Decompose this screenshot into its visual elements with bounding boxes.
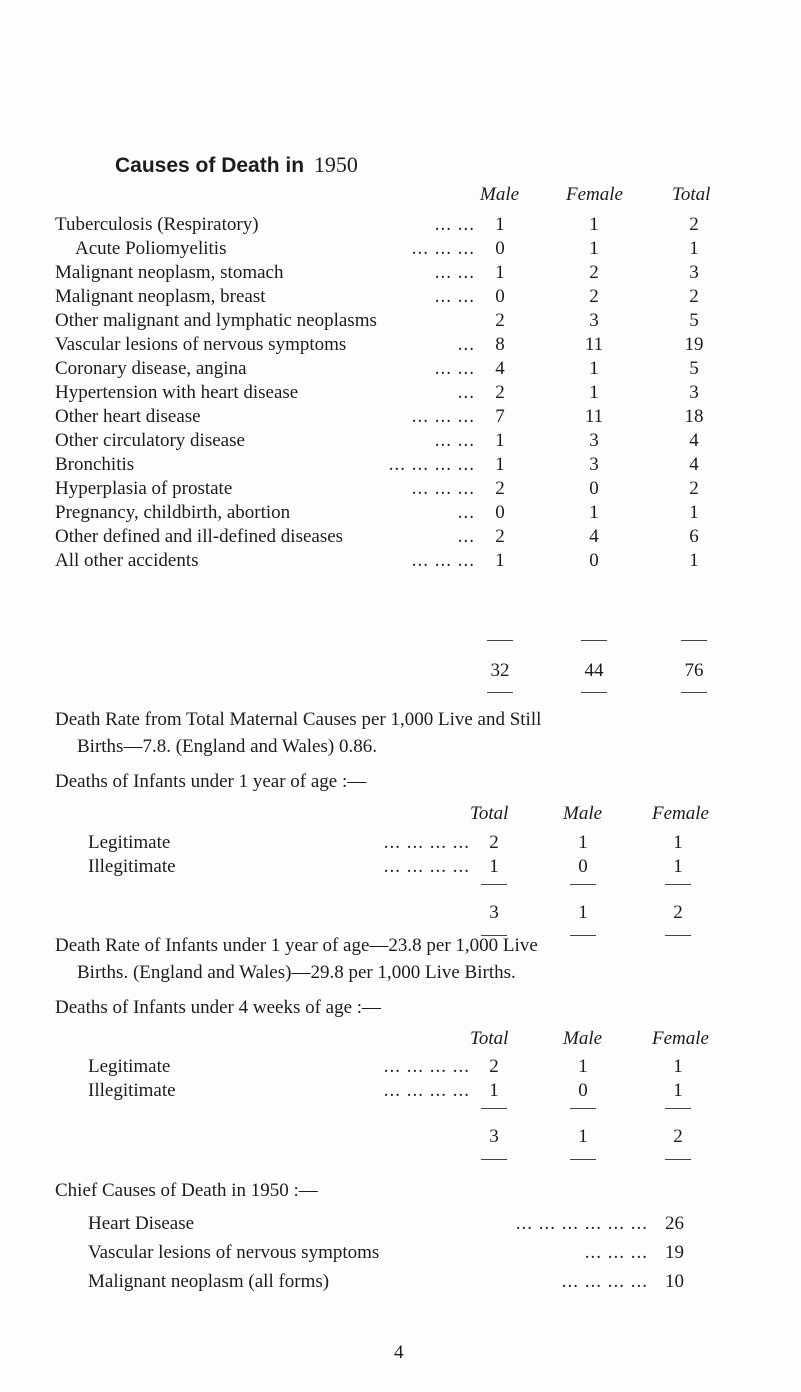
causes-total-total: 76	[684, 660, 704, 681]
infants_weeks-rule-top-total	[481, 1108, 507, 1109]
cause-row-label: Other defined and ill-defined diseases	[55, 526, 344, 547]
cause-row-male: 2	[495, 478, 505, 499]
page-number: 4	[394, 1342, 404, 1363]
chief-row-label: Vascular lesions of nervous symptoms	[88, 1242, 380, 1263]
infants_weeks-row-label: Illegitimate	[88, 1080, 176, 1101]
infants-weeks-header-female: Female	[652, 1028, 709, 1049]
chief-row-leader: ... ... ... ... ... ...	[515, 1213, 648, 1234]
chief-row-label: Heart Disease	[88, 1213, 195, 1234]
infants_weeks-total-male: 1	[578, 1126, 588, 1147]
infant-rate-line1: Death Rate of Infants under 1 year of age—23.8 per 1,000 Live	[55, 935, 538, 956]
cause-row-male: 2	[495, 526, 505, 547]
infants_weeks-rule-top-female	[665, 1108, 691, 1109]
maternal-rate-line2: Births—7.8. (England and Wales) 0.86.	[77, 736, 377, 757]
causes-header-male: Male	[480, 184, 520, 205]
cause-row-leader: ...	[457, 526, 475, 547]
infant-rate-line2: Births. (England and Wales)—29.8 per 1,000 Live Births.	[77, 962, 516, 983]
infants_year-row-leader: ... ... ... ...	[383, 856, 470, 877]
causes-rule-top-total	[681, 640, 707, 641]
cause-row-total: 5	[689, 310, 699, 331]
cause-row-label: Pregnancy, childbirth, abortion	[55, 502, 291, 523]
causes-rule-top-female	[581, 640, 607, 641]
cause-row-female: 3	[589, 454, 599, 475]
cause-row-leader: ... ... ...	[411, 550, 475, 571]
cause-row-female: 2	[589, 286, 599, 307]
cause-row-total: 2	[689, 286, 699, 307]
cause-row-label: Coronary disease, angina	[55, 358, 247, 379]
infants-year-intro: Deaths of Infants under 1 year of age :—	[55, 771, 367, 792]
title-year: 1950	[313, 152, 358, 177]
chief-row-value: 10	[665, 1271, 684, 1292]
cause-row-leader: ... ...	[434, 286, 475, 307]
cause-row-label: Vascular lesions of nervous symptoms	[55, 334, 347, 355]
causes-rule-top-male	[487, 640, 513, 641]
cause-row-total: 4	[689, 454, 699, 475]
infants_weeks-row-label: Legitimate	[88, 1056, 171, 1077]
cause-row-leader: ... ... ...	[411, 478, 475, 499]
cause-row-total: 4	[689, 430, 699, 451]
cause-row-leader: ...	[457, 502, 475, 523]
cause-row-female: 1	[589, 382, 599, 403]
cause-row-male: 1	[495, 214, 505, 235]
causes-total-female: 44	[584, 660, 604, 681]
maternal-rate-paragraph	[55, 706, 541, 760]
causes-rule-bottom-female	[581, 692, 607, 693]
infants_year-row-leader: ... ... ... ...	[383, 832, 470, 853]
cause-row-female: 4	[589, 526, 599, 547]
cause-row-total: 5	[689, 358, 699, 379]
cause-row-total: 3	[689, 382, 699, 403]
infants_weeks-rule-bottom-male	[570, 1159, 596, 1160]
infants_year-rule-top-total	[481, 884, 507, 885]
infants_year-row-male: 0	[578, 856, 588, 877]
infants_year-row-total: 1	[489, 856, 499, 877]
cause-row-male: 2	[495, 382, 505, 403]
chief-row-label: Malignant neoplasm (all forms)	[88, 1271, 330, 1292]
infants_weeks-rule-bottom-total	[481, 1159, 507, 1160]
cause-row-label: Malignant neoplasm, breast	[55, 286, 266, 307]
infants_weeks-row-total: 2	[489, 1056, 499, 1077]
infants_year-row-male: 1	[578, 832, 588, 853]
causes-total-male: 32	[490, 660, 510, 681]
cause-row-male: 0	[495, 502, 505, 523]
infants_year-rule-bottom-female	[665, 935, 691, 936]
infants_year-row-female: 1	[673, 832, 683, 853]
infants_year-row-female: 1	[673, 856, 683, 877]
cause-row-leader: ... ...	[434, 358, 475, 379]
infants_year-row-total: 2	[489, 832, 499, 853]
infants_weeks-total-total: 3	[489, 1126, 499, 1147]
infants-year-header-female: Female	[652, 803, 709, 824]
cause-row-leader: ...	[457, 334, 475, 355]
cause-row-female: 2	[589, 262, 599, 283]
infants_year-rule-bottom-male	[570, 935, 596, 936]
cause-row-female: 1	[589, 238, 599, 259]
infants_year-total-total: 3	[489, 902, 499, 923]
chief-causes-intro: Chief Causes of Death in 1950 :—	[55, 1180, 318, 1201]
infants-weeks-header-male: Male	[563, 1028, 603, 1049]
cause-row-female: 1	[589, 502, 599, 523]
causes-rule-bottom-total	[681, 692, 707, 693]
chief-row-value: 26	[665, 1213, 684, 1234]
cause-row-total: 3	[689, 262, 699, 283]
cause-row-male: 0	[495, 286, 505, 307]
infants_weeks-rule-top-male	[570, 1108, 596, 1109]
cause-row-label: Malignant neoplasm, stomach	[55, 262, 284, 283]
chief-row-leader: ... ... ... ...	[561, 1271, 648, 1292]
causes-header-total: Total	[672, 184, 711, 205]
cause-row-label: Tuberculosis (Respiratory)	[55, 214, 259, 235]
infants_weeks-row-total: 1	[489, 1080, 499, 1101]
cause-row-total: 18	[684, 406, 704, 427]
infants_year-rule-top-male	[570, 884, 596, 885]
infants_weeks-row-female: 1	[673, 1056, 683, 1077]
cause-row-total: 1	[689, 550, 699, 571]
cause-row-label: Bronchitis	[55, 454, 135, 475]
cause-row-male: 1	[495, 262, 505, 283]
cause-row-total: 19	[684, 334, 704, 355]
infants_weeks-rule-bottom-female	[665, 1159, 691, 1160]
cause-row-total: 2	[689, 478, 699, 499]
cause-row-label: Other heart disease	[55, 406, 201, 427]
cause-row-male: 0	[495, 238, 505, 259]
chief-row-value: 19	[665, 1242, 684, 1263]
cause-row-female: 1	[589, 358, 599, 379]
infants_weeks-row-male: 0	[578, 1080, 588, 1101]
cause-row-total: 2	[689, 214, 699, 235]
cause-row-male: 1	[495, 430, 505, 451]
cause-row-total: 1	[689, 238, 699, 259]
cause-row-male: 2	[495, 310, 505, 331]
cause-row-total: 1	[689, 502, 699, 523]
infants_year-total-female: 2	[673, 902, 683, 923]
cause-row-male: 4	[495, 358, 505, 379]
infants_weeks-row-leader: ... ... ... ...	[383, 1056, 470, 1077]
infants_weeks-row-female: 1	[673, 1080, 683, 1101]
cause-row-female: 3	[589, 310, 599, 331]
chief-row-leader: ... ... ...	[584, 1242, 648, 1263]
infants-weeks-header-total: Total	[470, 1028, 509, 1049]
page-title	[115, 152, 358, 178]
cause-row-female: 0	[589, 550, 599, 571]
infants-year-header-male: Male	[563, 803, 603, 824]
cause-row-male: 8	[495, 334, 505, 355]
causes-header-female: Female	[566, 184, 623, 205]
cause-row-leader: ... ...	[434, 262, 475, 283]
cause-row-male: 1	[495, 550, 505, 571]
cause-row-label: Acute Poliomyelitis	[75, 238, 227, 259]
infants_year-row-label: Legitimate	[88, 832, 171, 853]
cause-row-female: 1	[589, 214, 599, 235]
cause-row-leader: ... ... ...	[411, 406, 475, 427]
cause-row-label: Hypertension with heart disease	[55, 382, 299, 403]
cause-row-total: 6	[689, 526, 699, 547]
cause-row-leader: ... ...	[434, 214, 475, 235]
cause-row-male: 7	[495, 406, 505, 427]
cause-row-female: 11	[584, 406, 604, 427]
cause-row-label: All other accidents	[55, 550, 199, 571]
infants-weeks-intro: Deaths of Infants under 4 weeks of age :—	[55, 997, 382, 1018]
title-heading: Causes of Death in	[115, 154, 305, 177]
cause-row-male: 1	[495, 454, 505, 475]
cause-row-female: 11	[584, 334, 604, 355]
maternal-rate-line1: Death Rate from Total Maternal Causes per 1,000 Live and Still	[55, 709, 542, 730]
cause-row-label: Other malignant and lymphatic neoplasms	[55, 310, 377, 331]
infants_weeks-row-leader: ... ... ... ...	[383, 1080, 470, 1101]
cause-row-leader: ...	[457, 382, 475, 403]
cause-row-female: 0	[589, 478, 599, 499]
infants_weeks-row-male: 1	[578, 1056, 588, 1077]
cause-row-leader: ... ... ... ...	[388, 454, 475, 475]
infants_weeks-total-female: 2	[673, 1126, 683, 1147]
infants_year-total-male: 1	[578, 902, 588, 923]
causes-rule-bottom-male	[487, 692, 513, 693]
cause-row-label: Other circulatory disease	[55, 430, 245, 451]
infants-year-header-total: Total	[470, 803, 509, 824]
cause-row-label: Hyperplasia of prostate	[55, 478, 233, 499]
cause-row-leader: ... ...	[434, 430, 475, 451]
infants_year-rule-top-female	[665, 884, 691, 885]
cause-row-leader: ... ... ...	[411, 238, 475, 259]
infant-rate-paragraph	[55, 932, 538, 986]
infants_year-row-label: Illegitimate	[88, 856, 176, 877]
cause-row-female: 3	[589, 430, 599, 451]
